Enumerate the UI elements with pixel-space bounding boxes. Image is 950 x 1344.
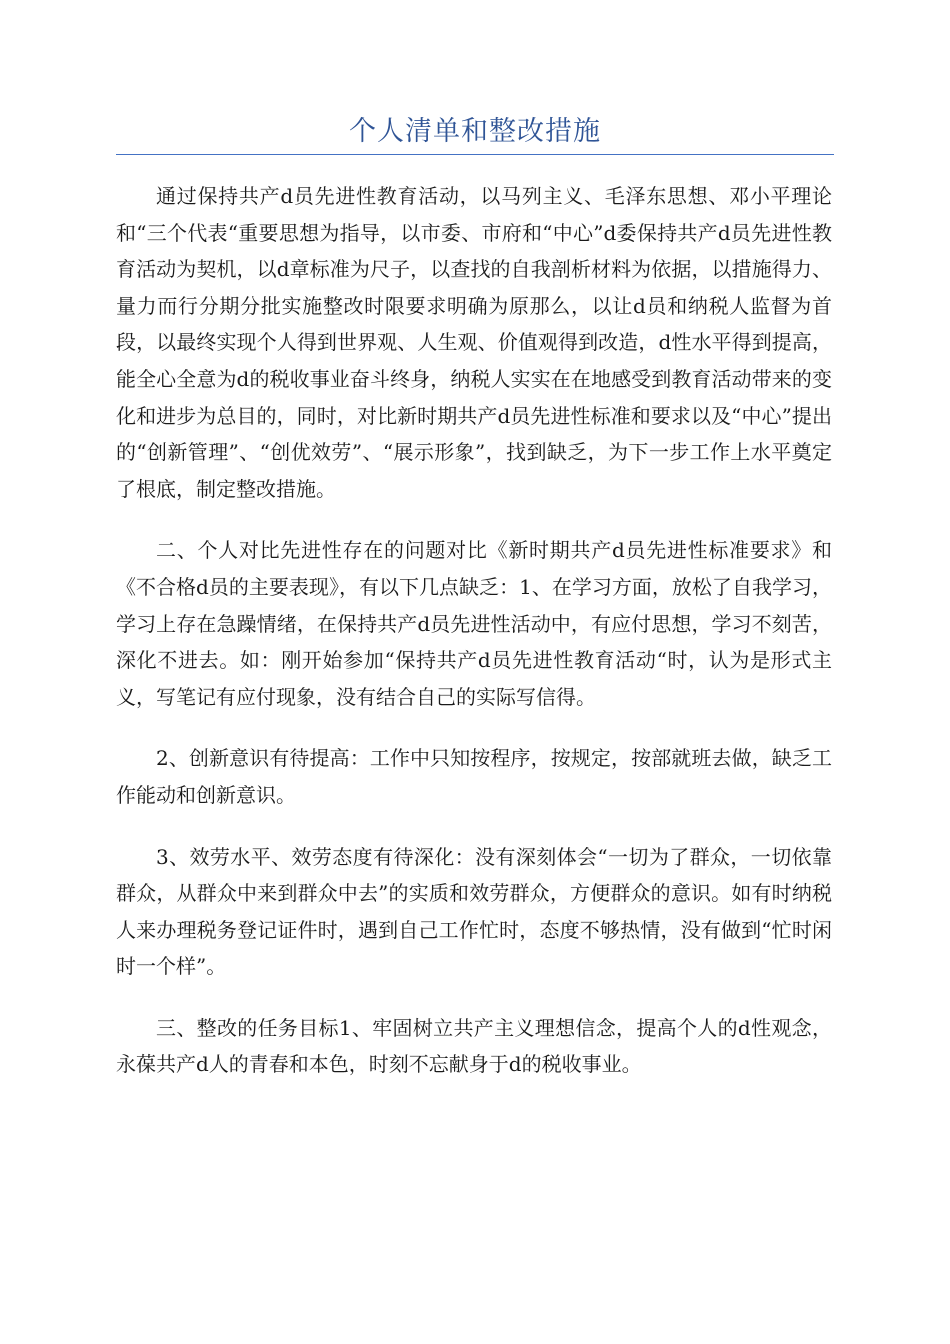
paragraph-service: 3、效劳水平、效劳态度有待深化：没有深刻体会“一切为了群众，一切依靠群众，从群众中来到群众中去”的实质和效劳群众，方便群众的意识。如有时纳税人来办理税务登记证件时，遇到自己工作忙时，态度不够热情，没有做到“忙时闲时一个样”。 — [116, 844, 832, 979]
document-body — [116, 178, 832, 1108]
title-underline — [116, 154, 834, 155]
document-title: 个人清单和整改措施 — [349, 116, 601, 147]
paragraph-intro: 通过保持共产d员先进性教育活动，以马列主义、毛泽东思想、邓小平理论和“三个代表“重要思想为指导，以市委、市府和“中心”d委保持共产d员先进性教育活动为契机，以d章标准为尺子，以查找的自我剖析材料为依据，以措施得力、量力而行分期分批实施整改时限要求明确为原那么，以让d员和纳税人监督为首段，以最终实现个人得到世界观、人生观、价值观得到改造，d性水平得到提高，能全心全意为d的税收事业奋斗终身，纳税人实实在在地感受到教育活动带来的变化和进步为总目的，同时，对比新时期共产d员先进性标准和要求以及“中心”提出的“创新管理”、“创优效劳”、“展示形象”，找到缺乏，为下一步工作上水平奠定了根底，制定整改措施。 — [116, 184, 832, 501]
paragraph-goals: 三、整改的任务目标1、牢固树立共产主义理想信念，提高个人的d性观念，永葆共产d人的青春和本色，时刻不忘献身于d的税收事业。 — [116, 1015, 832, 1077]
paragraph-problems: 二、个人对比先进性存在的问题对比《新时期共产d员先进性标准要求》和《不合格d员的主要表现》，有以下几点缺乏：1、在学习方面，放松了自我学习，学习上存在急躁情绪，在保持共产d员先进性活动中，有应付思想，学习不刻苦，深化不进去。如：刚开始参加“保持共产d员先进性教育活动“时，认为是形式主义，写笔记有应付现象，没有结合自己的实际写信得。 — [116, 538, 832, 709]
paragraph-innovation: 2、创新意识有待提高：工作中只知按程序，按规定，按部就班去做，缺乏工作能动和创新意识。 — [116, 746, 832, 807]
